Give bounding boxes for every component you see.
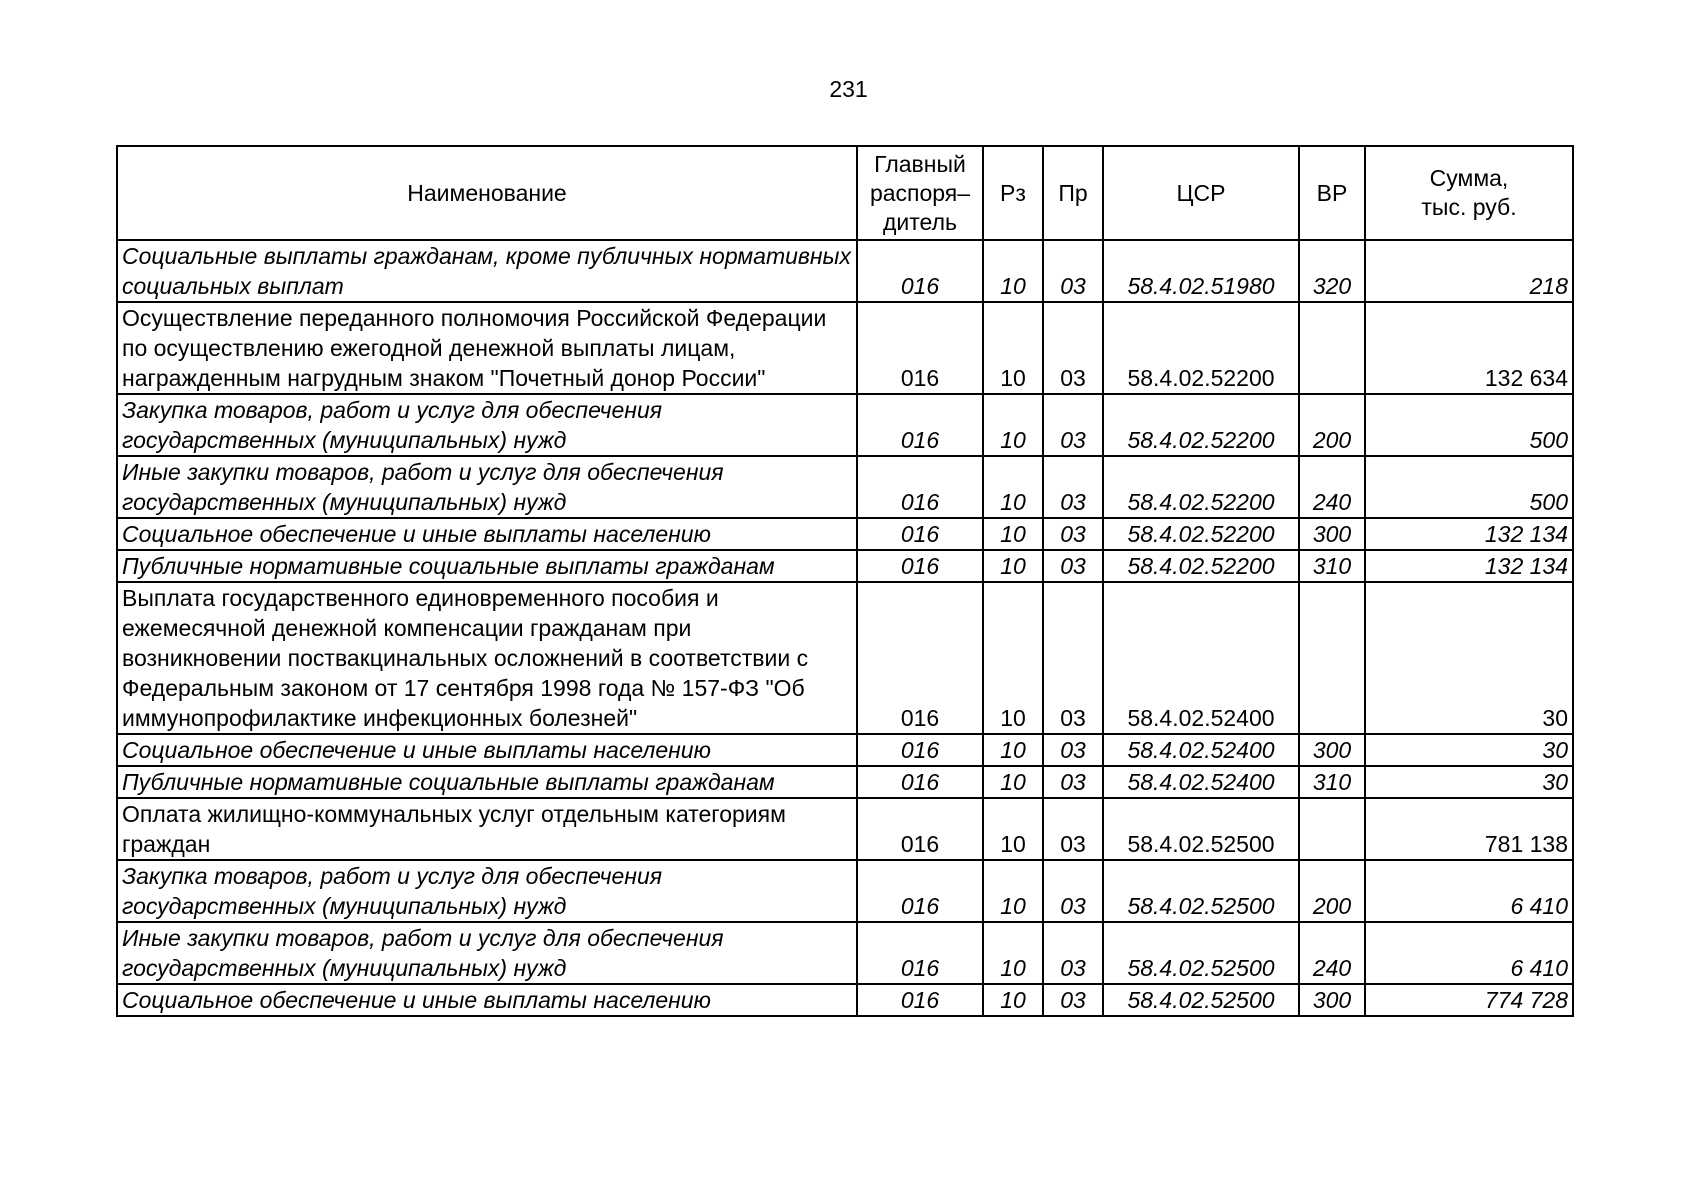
cell-grbs: 016 <box>857 456 983 518</box>
header-vr: ВР <box>1299 146 1365 240</box>
cell-rz: 10 <box>983 456 1043 518</box>
table-header-row <box>117 146 1573 240</box>
table-row <box>117 518 1573 550</box>
cell-pr: 03 <box>1043 456 1103 518</box>
header-sum-line2: тыс. руб. <box>1421 194 1517 220</box>
header-rz: Рз <box>983 146 1043 240</box>
cell-pr: 03 <box>1043 798 1103 860</box>
cell-csr: 58.4.02.52200 <box>1103 456 1299 518</box>
cell-grbs: 016 <box>857 582 983 734</box>
table-row <box>117 550 1573 582</box>
cell-name: Публичные нормативные социальные выплаты гражданам <box>117 550 857 582</box>
cell-grbs: 016 <box>857 302 983 394</box>
cell-grbs: 016 <box>857 550 983 582</box>
budget-table <box>116 145 1574 1017</box>
cell-grbs: 016 <box>857 798 983 860</box>
cell-vr: 240 <box>1299 456 1365 518</box>
cell-grbs: 016 <box>857 240 983 302</box>
cell-sum: 132 134 <box>1365 518 1573 550</box>
cell-rz: 10 <box>983 798 1043 860</box>
cell-csr: 58.4.02.52200 <box>1103 394 1299 456</box>
cell-pr: 03 <box>1043 518 1103 550</box>
header-grbs-line2: распоря– <box>869 179 971 206</box>
cell-name: Публичные нормативные социальные выплаты гражданам <box>117 766 857 798</box>
cell-csr: 58.4.02.52200 <box>1103 302 1299 394</box>
cell-name: Социальное обеспечение и иные выплаты населению <box>117 518 857 550</box>
page-number: 231 <box>829 76 868 102</box>
cell-vr <box>1299 798 1365 860</box>
table-row <box>117 798 1573 860</box>
cell-csr: 58.4.02.52200 <box>1103 518 1299 550</box>
cell-vr: 240 <box>1299 922 1365 984</box>
table-row <box>117 860 1573 922</box>
cell-name: Оплата жилищно-коммунальных услуг отдельным категориям граждан <box>117 798 857 860</box>
header-grbs-line3: дитель <box>883 208 957 235</box>
cell-rz: 10 <box>983 394 1043 456</box>
cell-name: Закупка товаров, работ и услуг для обеспечения государственных (муниципальных) нужд <box>117 860 857 922</box>
cell-rz: 10 <box>983 518 1043 550</box>
cell-sum: 6 410 <box>1365 922 1573 984</box>
table-row <box>117 302 1573 394</box>
cell-pr: 03 <box>1043 394 1103 456</box>
cell-grbs: 016 <box>857 394 983 456</box>
cell-grbs: 016 <box>857 734 983 766</box>
cell-csr: 58.4.02.52400 <box>1103 766 1299 798</box>
cell-grbs: 016 <box>857 518 983 550</box>
cell-vr: 200 <box>1299 860 1365 922</box>
cell-rz: 10 <box>983 922 1043 984</box>
cell-pr: 03 <box>1043 860 1103 922</box>
cell-sum: 30 <box>1365 766 1573 798</box>
cell-name: Иные закупки товаров, работ и услуг для обеспечения государственных (муниципальных) нужд <box>117 456 857 518</box>
cell-grbs: 016 <box>857 860 983 922</box>
cell-grbs: 016 <box>857 766 983 798</box>
cell-name: Социальное обеспечение и иные выплаты населению <box>117 734 857 766</box>
cell-pr: 03 <box>1043 766 1103 798</box>
cell-sum: 30 <box>1365 734 1573 766</box>
table-body <box>117 240 1573 1016</box>
header-name: Наименование <box>117 146 857 240</box>
header-sum <box>1365 146 1573 240</box>
cell-pr: 03 <box>1043 984 1103 1016</box>
cell-csr: 58.4.02.51980 <box>1103 240 1299 302</box>
cell-name: Выплата государственного единовременного пособия и ежемесячной денежной компенсации гражданам при возникновении поствакцинальных осложнений в соответствии с Федеральным законом от 17 сентября 1998 года № 157-ФЗ "Об иммунопрофилактике инфекционных болезней" <box>117 582 857 734</box>
table-row <box>117 394 1573 456</box>
table-row <box>117 582 1573 734</box>
cell-pr: 03 <box>1043 240 1103 302</box>
header-grbs <box>857 146 983 240</box>
cell-vr: 300 <box>1299 984 1365 1016</box>
cell-csr: 58.4.02.52500 <box>1103 984 1299 1016</box>
cell-sum: 6 410 <box>1365 860 1573 922</box>
header-csr: ЦСР <box>1103 146 1299 240</box>
cell-vr: 300 <box>1299 518 1365 550</box>
cell-csr: 58.4.02.52500 <box>1103 922 1299 984</box>
cell-sum: 774 728 <box>1365 984 1573 1016</box>
table-row <box>117 984 1573 1016</box>
table-row <box>117 922 1573 984</box>
cell-sum: 500 <box>1365 394 1573 456</box>
cell-sum: 781 138 <box>1365 798 1573 860</box>
cell-csr: 58.4.02.52500 <box>1103 860 1299 922</box>
cell-rz: 10 <box>983 860 1043 922</box>
table-row <box>117 456 1573 518</box>
cell-sum: 30 <box>1365 582 1573 734</box>
cell-name: Закупка товаров, работ и услуг для обеспечения государственных (муниципальных) нужд <box>117 394 857 456</box>
cell-csr: 58.4.02.52200 <box>1103 550 1299 582</box>
table-row <box>117 766 1573 798</box>
cell-grbs: 016 <box>857 922 983 984</box>
cell-rz: 10 <box>983 550 1043 582</box>
cell-csr: 58.4.02.52400 <box>1103 582 1299 734</box>
table-row <box>117 240 1573 302</box>
cell-rz: 10 <box>983 302 1043 394</box>
cell-vr: 310 <box>1299 550 1365 582</box>
header-grbs-line1: Главный <box>874 150 966 177</box>
cell-rz: 10 <box>983 984 1043 1016</box>
cell-vr <box>1299 582 1365 734</box>
cell-name: Иные закупки товаров, работ и услуг для обеспечения государственных (муниципальных) нужд <box>117 922 857 984</box>
cell-sum: 500 <box>1365 456 1573 518</box>
cell-grbs: 016 <box>857 984 983 1016</box>
cell-sum: 132 634 <box>1365 302 1573 394</box>
cell-pr: 03 <box>1043 734 1103 766</box>
header-sum-line1: Сумма, <box>1429 165 1509 191</box>
header-pr: Пр <box>1043 146 1103 240</box>
cell-pr: 03 <box>1043 302 1103 394</box>
cell-sum: 218 <box>1365 240 1573 302</box>
cell-rz: 10 <box>983 240 1043 302</box>
cell-rz: 10 <box>983 766 1043 798</box>
cell-sum: 132 134 <box>1365 550 1573 582</box>
cell-pr: 03 <box>1043 550 1103 582</box>
cell-pr: 03 <box>1043 582 1103 734</box>
cell-csr: 58.4.02.52400 <box>1103 734 1299 766</box>
cell-pr: 03 <box>1043 922 1103 984</box>
cell-vr: 200 <box>1299 394 1365 456</box>
cell-rz: 10 <box>983 734 1043 766</box>
cell-name: Социальное обеспечение и иные выплаты населению <box>117 984 857 1016</box>
cell-name: Осуществление переданного полномочия Российской Федерации по осуществлению ежегодной денежной выплаты лицам, награжденным нагрудным знаком "Почетный донор России" <box>117 302 857 394</box>
cell-rz: 10 <box>983 582 1043 734</box>
cell-name: Социальные выплаты гражданам, кроме публичных нормативных социальных выплат <box>117 240 857 302</box>
cell-vr: 310 <box>1299 766 1365 798</box>
cell-vr <box>1299 302 1365 394</box>
cell-vr: 300 <box>1299 734 1365 766</box>
cell-vr: 320 <box>1299 240 1365 302</box>
cell-csr: 58.4.02.52500 <box>1103 798 1299 860</box>
table-row <box>117 734 1573 766</box>
